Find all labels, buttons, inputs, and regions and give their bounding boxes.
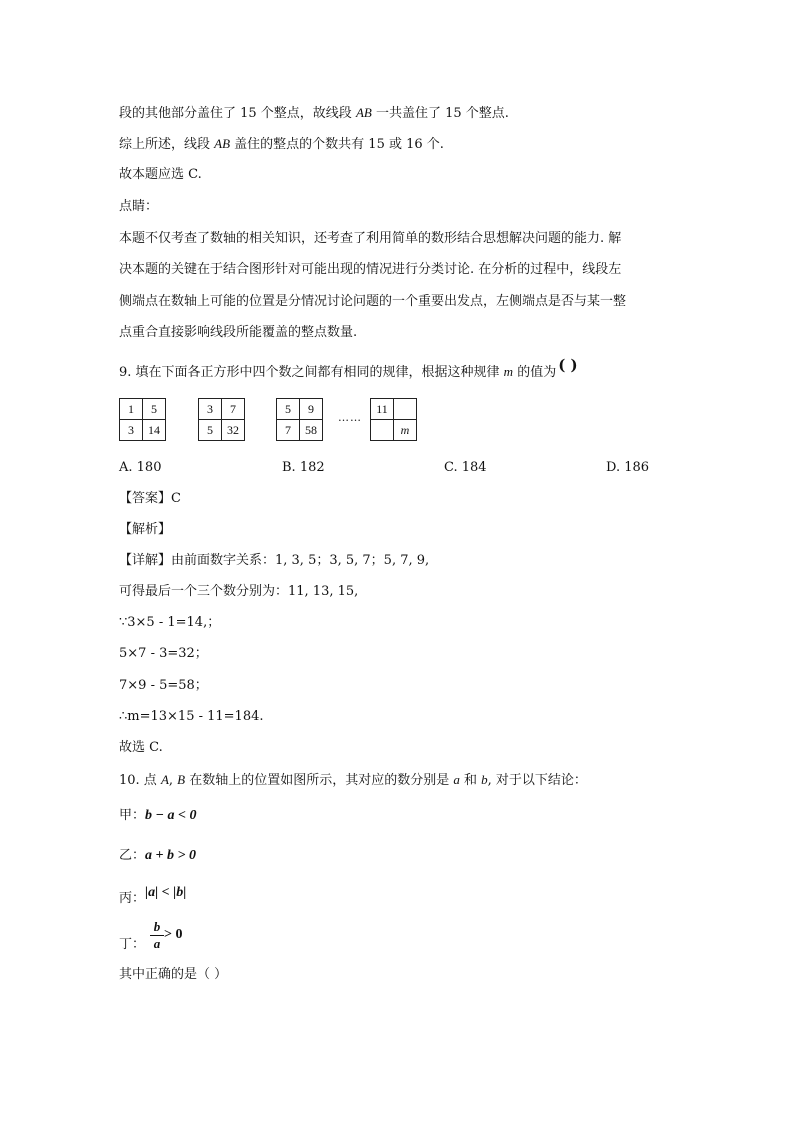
ellipsis: …… [338, 411, 362, 424]
question-prompt: 其中正确的是（ ） [119, 967, 228, 982]
number-square: 1 5 3 14 [119, 398, 166, 441]
text-line: 侧端点在数轴上可能的位置是分情况讨论问题的一个重要出发点，左侧端点是否与某一整 [119, 294, 627, 309]
question-9: 9. 填在下面各正方形中四个数之间都有相同的规律，根据这种规律 m 的值为 ( ) [119, 356, 578, 380]
solution-line: 【详解】由前面数字关系：1, 3, 5；3, 5, 7；5, 7, 9, [119, 553, 430, 568]
option-b: B. 182 [282, 460, 325, 475]
solution-line: 可得最后一个三个数分别为：11, 13, 15, [119, 584, 359, 599]
text-line: 段的其他部分盖住了 15 个整点，故线段 AB 一共盖住了 15 个整点. [119, 105, 509, 121]
var-ab: AB [214, 136, 231, 151]
option-d: D. 186 [606, 460, 650, 475]
var-ab: AB [355, 105, 372, 120]
solution-line: ∴m=13×15 - 11=184. [119, 709, 264, 724]
number-square: 5 9 7 58 [276, 398, 323, 441]
solution-line: 5×7 - 3=32； [119, 646, 208, 661]
question-10: 10. 点 A, B 在数轴上的位置如图所示，其对应的数分别是 a 和 b, 对于以下结论： [119, 772, 587, 788]
solution-line: 故选 C. [119, 740, 163, 755]
answer-blank: ( ) [558, 356, 578, 374]
statement-jia: 甲：b − a < 0 [119, 808, 197, 823]
statement-bing: 丙：|a| < |b| [119, 885, 187, 906]
statement-yi: 乙：a + b > 0 [119, 848, 196, 863]
text-line: 故本题应选 C. [119, 167, 202, 182]
number-square: 3 7 5 32 [198, 398, 245, 441]
text-line: 点重合直接影响线段所能覆盖的整点数量. [119, 325, 358, 340]
option-a: A. 180 [119, 460, 162, 475]
var-m: m [503, 364, 514, 379]
solution-line: 7×9 - 5=58； [119, 678, 208, 693]
fraction-b-over-a: b a [150, 920, 164, 951]
text-line: 本题不仅考查了数轴的相关知识，还考查了利用简单的数形结合思想解决问题的能力. 解 [119, 231, 622, 246]
text-line: 综上所述，线段 AB 盖住的整点的个数共有 15 或 16 个. [119, 136, 444, 152]
number-square: 11 m [370, 398, 417, 441]
fraction-relation: > 0 [164, 927, 183, 942]
analysis-label: 【解析】 [119, 522, 172, 537]
option-c: C. 184 [444, 460, 487, 475]
statement-ding: 丁： [119, 937, 146, 952]
section-label: 点睛： [119, 199, 159, 214]
text-line: 决本题的关键在于结合图形针对可能出现的情况进行分类讨论. 在分析的过程中，线段左 [119, 262, 622, 277]
answer-label: 【答案】C [119, 491, 181, 506]
solution-line: ∵3×5 - 1=14,； [119, 615, 221, 630]
